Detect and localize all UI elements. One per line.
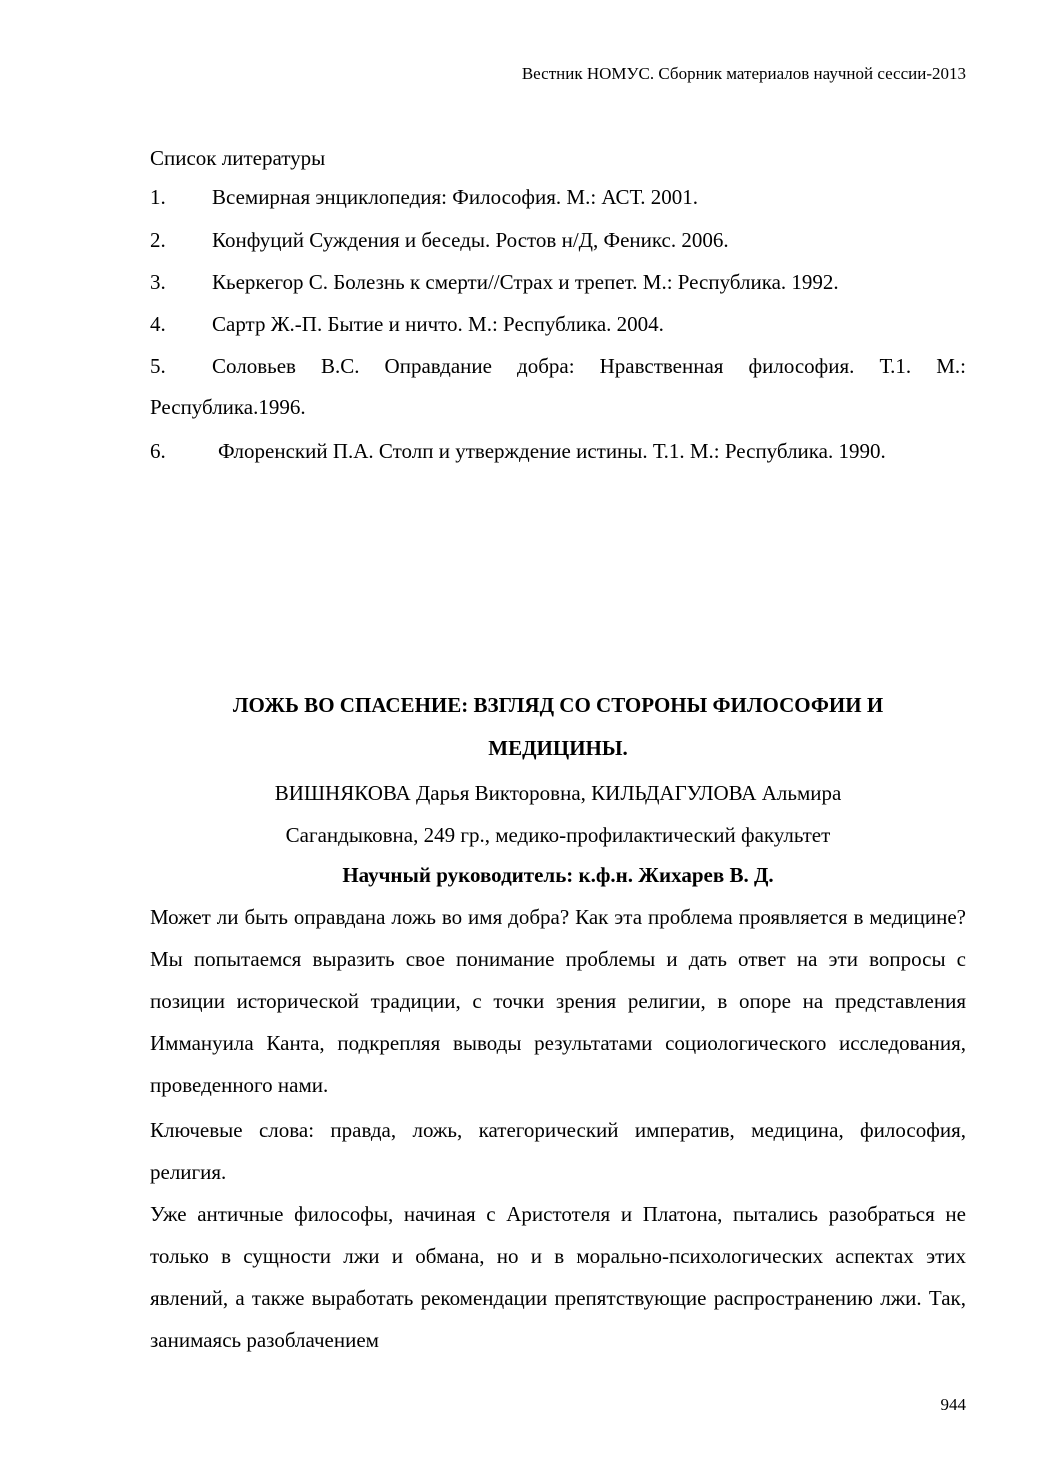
reference-number: 6. (150, 439, 166, 463)
reference-text: Конфуций Суждения и беседы. Ростов н/Д, Феникс. 2006. (212, 228, 729, 252)
reference-text: Всемирная энциклопедия: Философия. М.: АСТ. 2001. (212, 185, 699, 209)
authors-line: Сагандыковна, 249 гр., медико-профилактический факультет (285, 823, 831, 847)
reference-item (150, 346, 966, 428)
reference-number: 1. (150, 185, 166, 209)
reference-item (150, 304, 966, 345)
references-heading: Список литературы (150, 146, 326, 170)
reference-number: 2. (150, 228, 166, 252)
keywords-paragraph: Ключевые слова: правда, ложь, категорический императив, медицина, философия, религия. (150, 1118, 966, 1184)
reference-number: 3. (150, 270, 166, 294)
reference-item (150, 431, 966, 472)
article-authors (150, 772, 966, 856)
reference-item (150, 220, 966, 261)
reference-item (150, 262, 966, 303)
reference-text: Сартр Ж.-П. Бытие и ничто. М.: Республика. 2004. (212, 312, 664, 336)
reference-text: Соловьев В.С. Оправдание добра: Нравственная философия. Т.1. М.: Республика.1996. (150, 354, 966, 419)
reference-text: Кьеркегор С. Болезнь к смерти//Страх и трепет. М.: Республика. 1992. (212, 270, 839, 294)
abstract-paragraph: Может ли быть оправдана ложь во имя добра? Как эта проблема проявляется в медицине? Мы попытаемся выразить свое понимание проблемы и дать ответ на эти вопросы с позиции исторической традиции, с точки зрения религии, в опоре на представления Иммануила Канта, подкрепляя выводы результатами социологического исследования, проведенного нами. (150, 905, 966, 1097)
body-paragraph: Уже античные философы, начиная с Аристотеля и Платона, пытались разобраться не только в сущности лжи и обмана, но и в морально-психологических аспектах этих явлений, а также выработать рекомендации препятствующие распространению лжи. Так, занимаясь разоблачением (150, 1202, 966, 1352)
reference-text: Флоренский П.А. Столп и утверждение истины. Т.1. М.: Республика. 1990. (218, 439, 886, 463)
running-header: Вестник НОМУС. Сборник материалов научной сессии-2013 (521, 64, 966, 83)
article-title-line: МЕДИЦИНЫ. (488, 736, 628, 760)
page-number: 944 (940, 1395, 966, 1414)
reference-number: 5. (150, 354, 166, 378)
authors-line: ВИШНЯКОВА Дарья Викторовна, КИЛЬДАГУЛОВА Альмира (274, 781, 842, 805)
reference-item (150, 177, 966, 218)
scientific-supervisor: Научный руководитель: к.ф.н. Жихарев В. Д. (342, 863, 774, 887)
reference-number: 4. (150, 312, 166, 336)
article-title (150, 684, 966, 770)
article-title-line: ЛОЖЬ ВО СПАСЕНИЕ: ВЗГЛЯД СО СТОРОНЫ ФИЛОСОФИИ И (232, 693, 884, 717)
